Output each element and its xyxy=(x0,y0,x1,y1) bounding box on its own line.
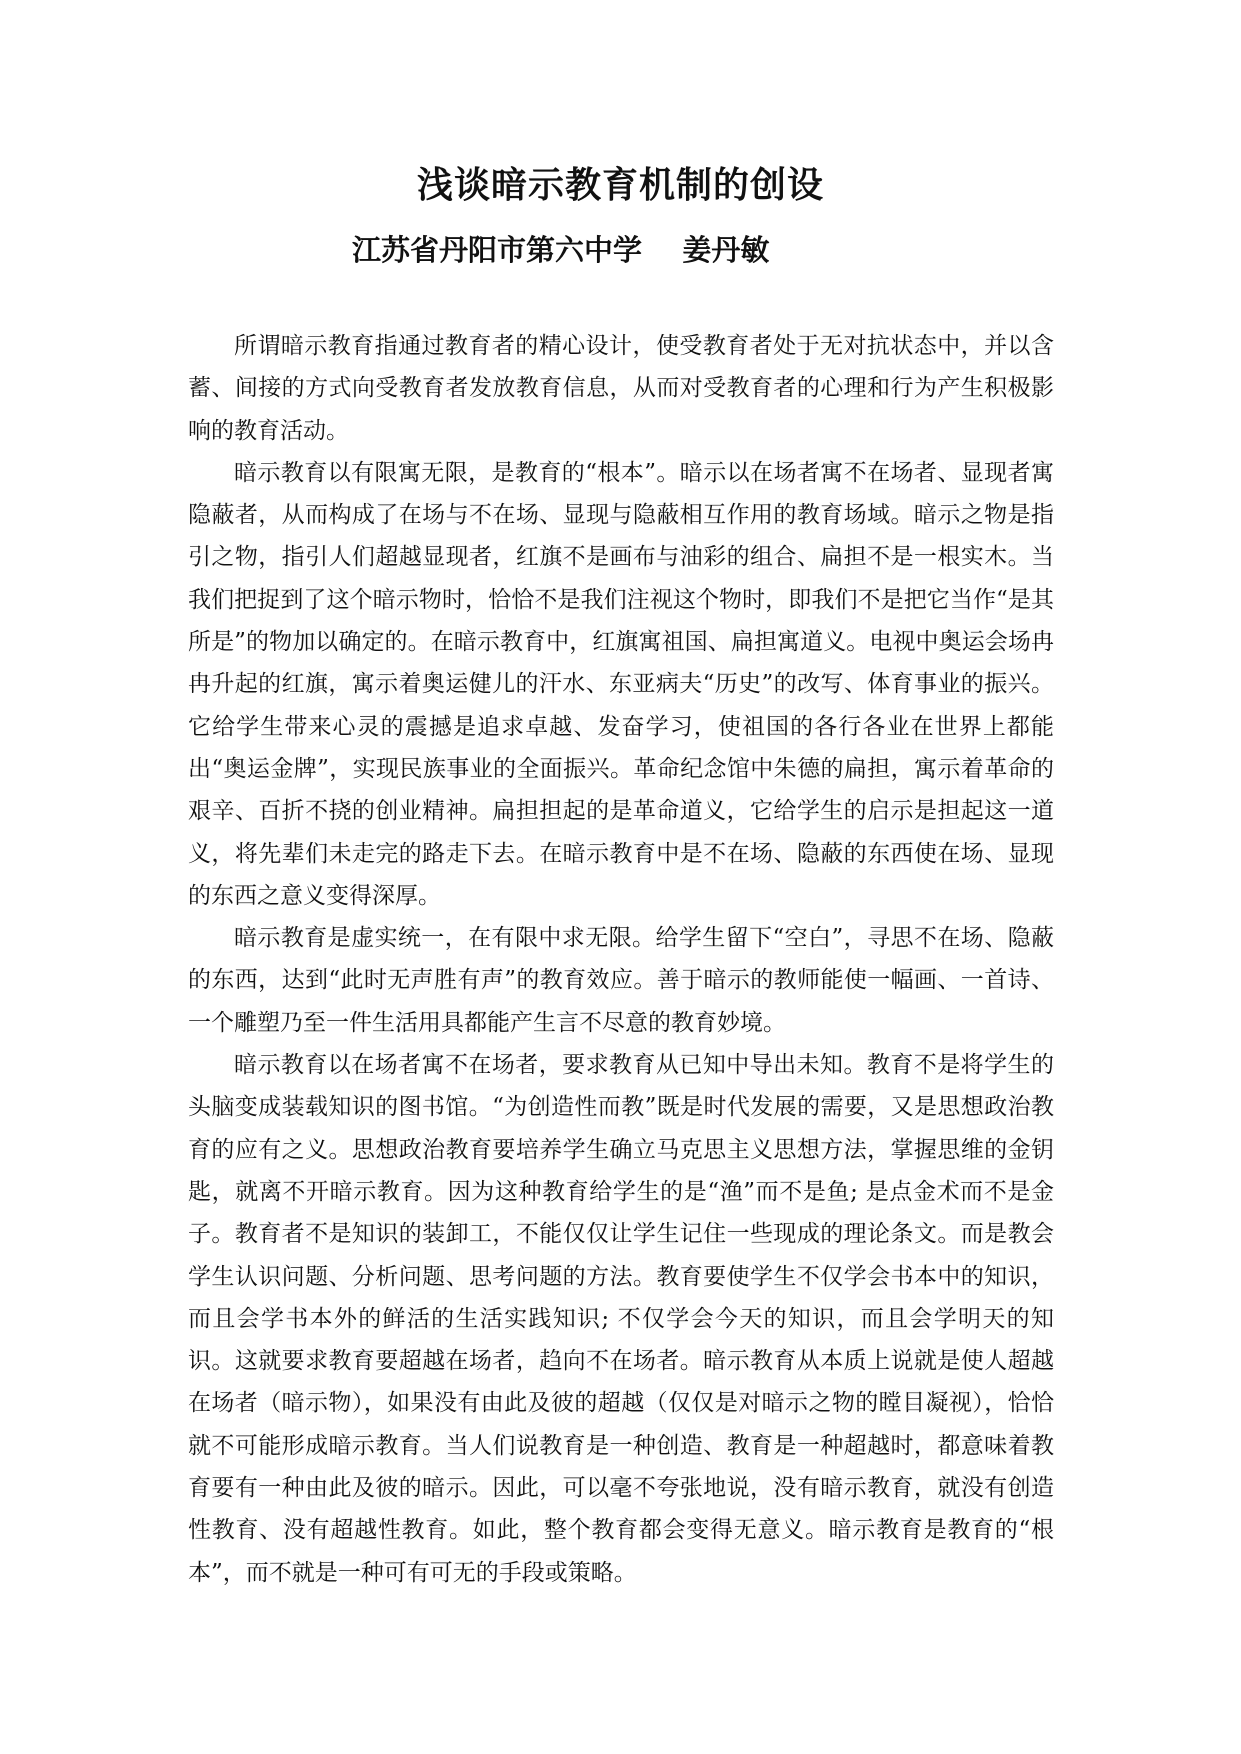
paragraph-1: 所谓暗示教育指通过教育者的精心设计，使受教育者处于无对抗状态中，并以含蓄、间接的方式向受教育者发放教育信息，从而对受教育者的心理和行为产生积极影响的教育活动。 xyxy=(188,333,1054,444)
paragraph-4: 暗示教育以在场者寓不在场者，要求教育从已知中导出未知。教育不是将学生的头脑变成装载知识的图书馆。“为创造性而教”既是时代发展的需要，又是思想政治教育的应有之义。思想政治教育要培养学生确立马克思主义思想方法，掌握思维的金钥匙，就离不开暗示教育。因为这种教育给学生的是“渔”而不是鱼; 是点金术而不是金子。教育者不是知识的装卸工，不能仅仅让学生记住一些现成的理论条文。而是教会学生认识问题、分析问题、思考问题的方法。教育要使学生不仅学会书本中的知识，而且会学书本外的鲜活的生活实践知识; 不仅学会今天的知识，而且会学明天的知识。这就要求教育要超越在场者，趋向不在场者。暗示教育从本质上说就是使人超越在场者（暗示物），如果没有由此及彼的超越（仅仅是对暗示之物的瞠目凝视），恰恰就不可能形成暗示教育。当人们说教育是一种创造、教育是一种超越时，都意味着教育要有一种由此及彼的暗示。因此，可以毫不夸张地说，没有暗示教育，就没有创造性教育、没有超越性教育。如此，整个教育都会变得无意义。暗示教育是教育的“根本”，而不就是一种可有可无的手段或策略。 xyxy=(188,1052,1054,1586)
paragraph-2: 暗示教育以有限寓无限，是教育的“根本”。暗示以在场者寓不在场者、显现者寓隐蔽者，从而构成了在场与不在场、显现与隐蔽相互作用的教育场域。暗示之物是指引之物，指引人们超越显现者，红旗不是画布与油彩的组合、扁担不是一根实木。当我们把捉到了这个暗示物时，恰恰不是我们注视这个物时，即我们不是把它当作“是其所是”的物加以确定的。在暗示教育中，红旗寓祖国、扁担寓道义。电视中奥运会场冉冉升起的红旗，寓示着奥运健儿的汗水、东亚病夫“历史”的改写、体育事业的振兴。它给学生带来心灵的震撼是追求卓越、发奋学习，使祖国的各行各业在世界上都能出“奥运金牌”，实现民族事业的全面振兴。革命纪念馆中朱德的扁担，寓示着革命的艰辛、百折不挠的创业精神。扁担担起的是革命道义，它给学生的启示是担起这一道义，将先辈们未走完的路走下去。在暗示教育中是不在场、隐蔽的东西使在场、显现的东西之意义变得深厚。 xyxy=(188,459,1054,909)
paragraph-3: 暗示教育是虚实统一，在有限中求无限。给学生留下“空白”，寻思不在场、隐蔽的东西，达到“此时无声胜有声”的教育效应。善于暗示的教师能使一幅画、一首诗、一个雕塑乃至一件生活用具都能产生言不尽意的教育妙境。 xyxy=(188,925,1054,1036)
author-byline: 江苏省丹阳市第六中学 姜丹敏 xyxy=(352,233,770,267)
article-title: 浅谈暗示教育机制的创设 xyxy=(416,164,824,206)
article-body xyxy=(188,325,1054,1594)
